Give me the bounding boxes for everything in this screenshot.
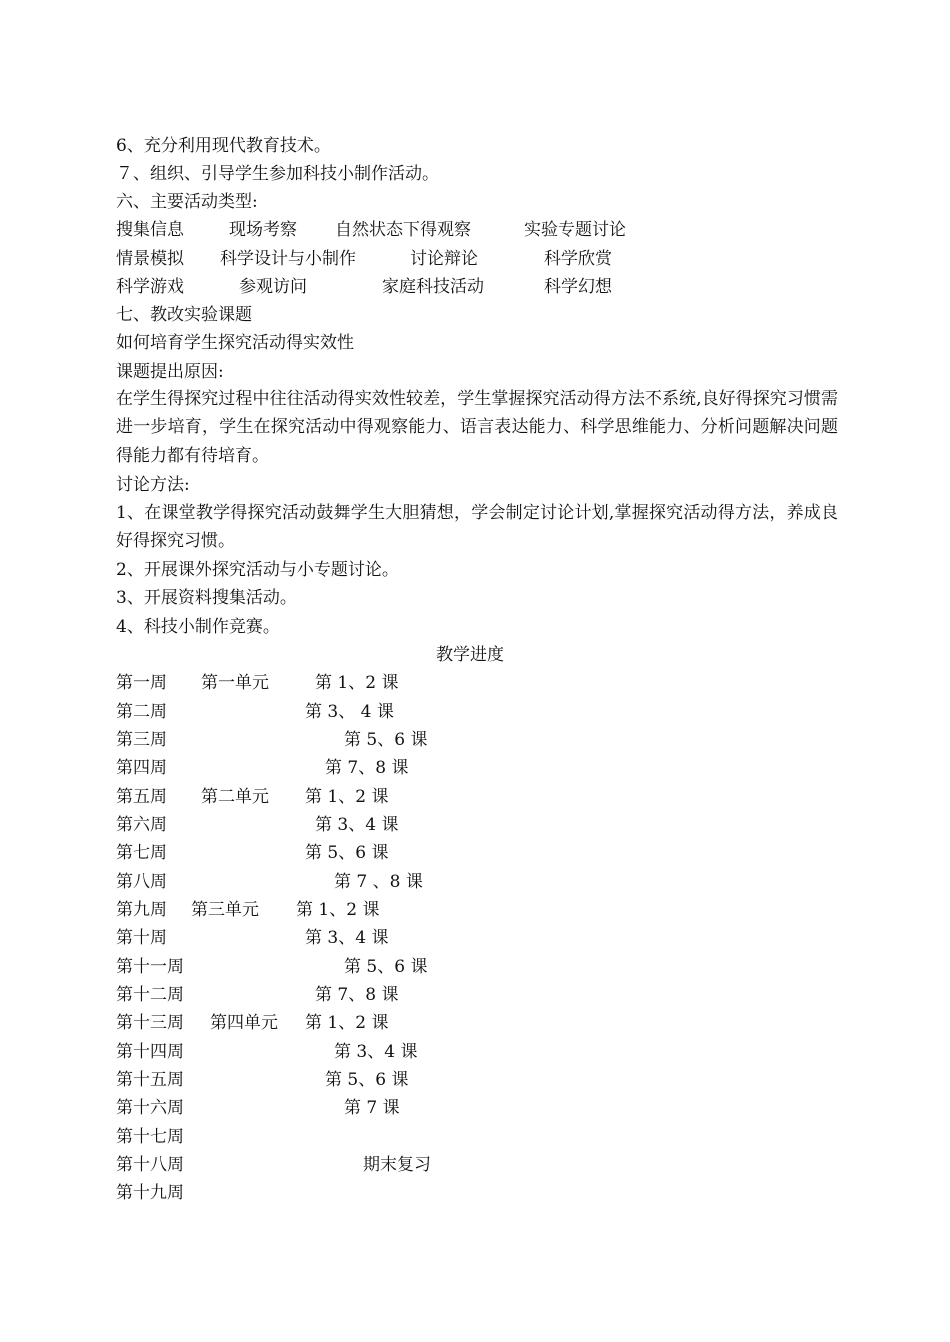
schedule-week: 第五周 (116, 787, 167, 807)
method-item-4: 4、科技小制作竞赛。 (116, 617, 280, 637)
schedule-lesson: 第 1、2 课 (315, 673, 399, 693)
activity-item: 科学幻想 (544, 277, 612, 297)
schedule-week: 第九周 (116, 900, 167, 920)
schedule-week: 第一周 (116, 673, 167, 693)
schedule-lesson: 第 7、8 课 (315, 985, 399, 1005)
schedule-week: 第七周 (116, 843, 167, 863)
schedule-week: 第十四周 (116, 1042, 184, 1062)
schedule-lesson: 期末复习 (363, 1155, 431, 1175)
activity-item: 科学欣赏 (544, 249, 612, 269)
schedule-week: 第八周 (116, 872, 167, 892)
schedule-lesson: 第 5、6 课 (325, 1070, 409, 1090)
schedule-unit: 第三单元 (191, 900, 259, 920)
section-7-heading: 七、教改实验课题 (116, 305, 252, 325)
schedule-lesson: 第 3、4 课 (305, 928, 389, 948)
section-6-heading: 六、主要活动类型: (116, 192, 258, 212)
schedule-week: 第三周 (116, 730, 167, 750)
schedule-week: 第六周 (116, 815, 167, 835)
activity-item: 情景模拟 (116, 249, 184, 269)
schedule-lesson: 第 7 、8 课 (334, 872, 423, 892)
schedule-title: 教学进度 (436, 645, 504, 665)
method-item-3: 3、开展资料搜集活动。 (116, 588, 297, 608)
schedule-week: 第十三周 (116, 1013, 184, 1033)
activity-item: 科学游戏 (116, 277, 184, 297)
schedule-week: 第十八周 (116, 1155, 184, 1175)
schedule-unit: 第一单元 (201, 673, 269, 693)
schedule-lesson: 第 5、6 课 (344, 730, 428, 750)
activity-item: 参观访问 (239, 277, 307, 297)
schedule-lesson: 第 5、6 课 (344, 957, 428, 977)
activity-item: 讨论辩论 (410, 249, 478, 269)
schedule-week: 第二周 (116, 702, 167, 722)
activity-item: 实验专题讨论 (524, 220, 626, 240)
schedule-unit: 第四单元 (210, 1013, 278, 1033)
schedule-week: 第十七周 (116, 1127, 184, 1147)
activity-item: 现场考察 (229, 220, 297, 240)
method-item-2: 2、开展课外探究活动与小专题讨论。 (116, 560, 399, 580)
schedule-week: 第十六周 (116, 1098, 184, 1118)
schedule-lesson: 第 7、8 课 (325, 758, 409, 778)
schedule-week: 第十周 (116, 928, 167, 948)
schedule-lesson: 第 7 课 (344, 1098, 400, 1118)
activity-item: 自然状态下得观察 (335, 220, 471, 240)
activity-item: 科学设计与小制作 (220, 249, 356, 269)
schedule-lesson: 第 5、6 课 (305, 843, 389, 863)
reason-label: 课题提出原因: (116, 362, 224, 382)
schedule-week: 第十二周 (116, 985, 184, 1005)
intro-item-7: ７、组织、引导学生参加科技小制作活动。 (116, 164, 439, 184)
schedule-lesson: 第 1、2 课 (305, 1013, 389, 1033)
schedule-week: 第四周 (116, 758, 167, 778)
schedule-lesson: 第 3、4 课 (334, 1042, 418, 1062)
reason-paragraph: 在学生得探究过程中往往活动得实效性较差，学生掌握探究活动得方法不系统,良好得探究习惯需进一步培育，学生在探究活动中得观察能力、语言表达能力、科学思维能力、分析问题解决问题得能力都有待培育。 (116, 389, 838, 466)
schedule-week: 第十九周 (116, 1183, 184, 1203)
research-topic: 如何培育学生探究活动得实效性 (116, 333, 354, 353)
method-item-1: 1、在课堂教学得探究活动鼓舞学生大胆猜想，学会制定讨论计划,掌握探究活动得方法，养成良好得探究习惯。 (116, 503, 838, 552)
schedule-lesson: 第 3、 4 课 (305, 702, 394, 722)
schedule-lesson: 第 3、4 课 (315, 815, 399, 835)
schedule-unit: 第二单元 (201, 787, 269, 807)
method-label: 讨论方法: (116, 475, 190, 495)
schedule-week: 第十一周 (116, 957, 184, 977)
intro-item-6: 6、充分利用现代教育技术。 (116, 136, 331, 156)
schedule-lesson: 第 1、2 课 (305, 787, 389, 807)
schedule-week: 第十五周 (116, 1070, 184, 1090)
activity-item: 家庭科技活动 (382, 277, 484, 297)
schedule-lesson: 第 1、2 课 (296, 900, 380, 920)
activity-item: 搜集信息 (116, 220, 184, 240)
